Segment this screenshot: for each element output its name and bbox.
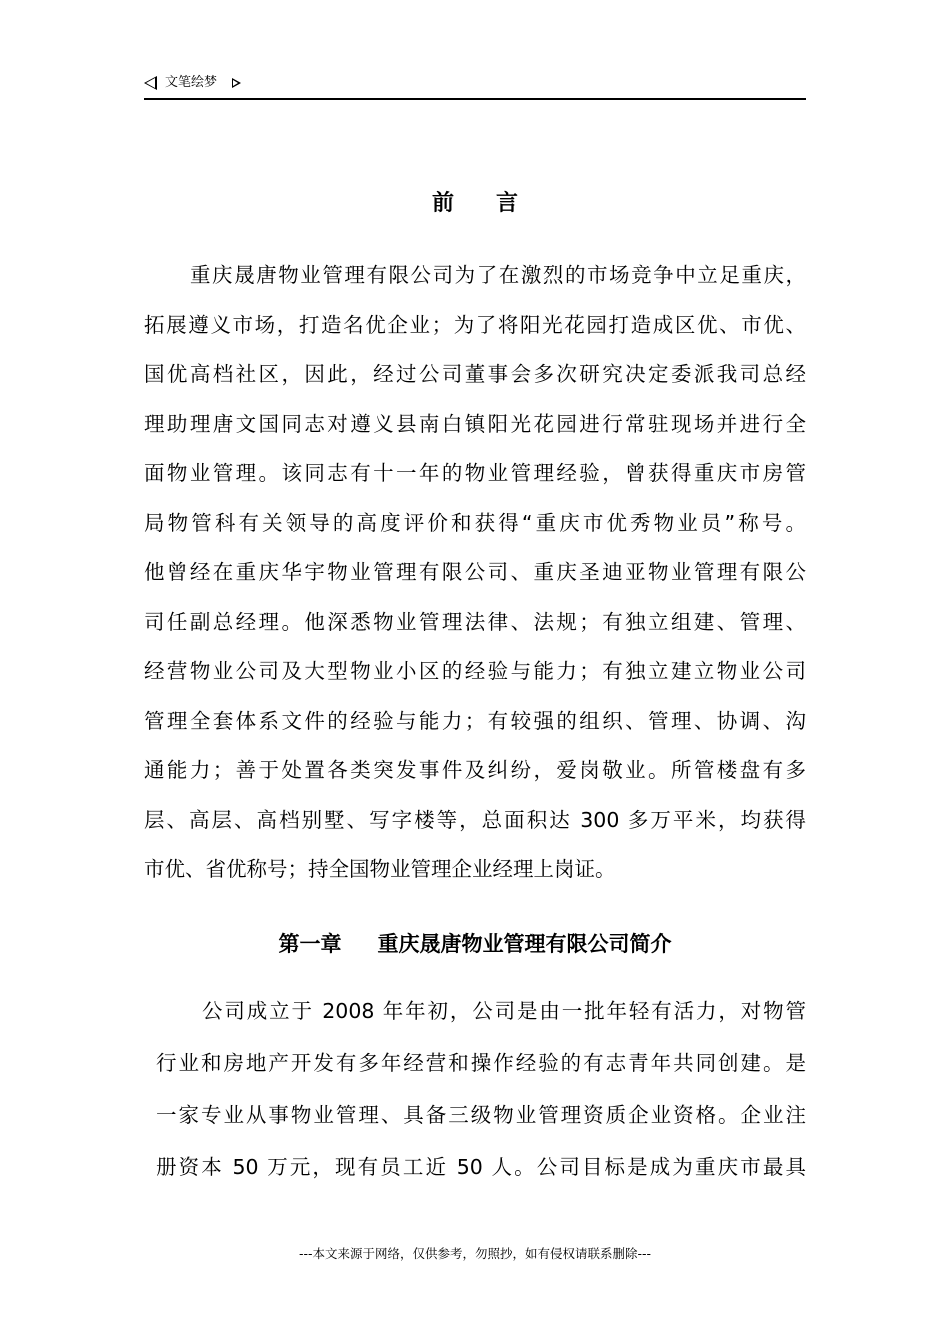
- preface-line: 拓展遵义市场，打造名优企业；为了将阳光花园打造成区优、市优、: [144, 312, 806, 337]
- preface-title-char-2: 言: [496, 191, 519, 216]
- preface-title-char-1: 前: [431, 191, 454, 216]
- preface-line: 面物业管理。该同志有十一年的物业管理经验，曾获得重庆市房管: [144, 461, 806, 485]
- preface-line: 国优高档社区，因此，经过公司董事会多次研究决定委派我司总经: [144, 362, 806, 386]
- header-text: 文笔绘梦: [165, 75, 218, 90]
- preface-line: 他曾经在重庆华宇物业管理有限公司、重庆圣迪亚物业管理有限公: [144, 560, 806, 584]
- chapter-heading: [0, 928, 950, 958]
- preface-line: 理助理唐文国同志对遵义县南白镇阳光花园进行常驻现场并进行全: [144, 411, 806, 436]
- page-header: [144, 72, 806, 100]
- chapter-line: 行业和房地产开发有多年经营和操作经验的有志青年共同创建。是: [156, 1051, 806, 1075]
- preface-line: 经营物业公司及大型物业小区的经验与能力；有独立建立物业公司: [144, 659, 806, 683]
- chapter-line: 册资本 50 万元，现有员工近 50 人。公司目标是成为重庆市最具: [156, 1155, 806, 1179]
- preface-line: 局物管科有关领导的高度评价和获得“重庆市优秀物业员”称号。: [144, 510, 806, 535]
- footer-disclaimer: ---本文来源于网络，仅供参考，勿照抄，如有侵权请联系删除---: [298, 1246, 652, 1261]
- preface-line: 管理全套体系文件的经验与能力；有较强的组织、管理、协调、沟: [144, 708, 806, 733]
- preface-line: 通能力；善于处置各类突发事件及纠纷，爱岗敬业。所管楼盘有多: [144, 758, 806, 782]
- preface-line: 重庆晟唐物业管理有限公司为了在激烈的市场竞争中立足重庆，: [190, 263, 806, 287]
- triangle-left-icon: [144, 76, 157, 90]
- preface-title: [0, 186, 950, 217]
- chapter-label: 第一章: [278, 932, 342, 956]
- triangle-right-icon: [232, 78, 241, 88]
- preface-line: 层、高层、高档别墅、写字楼等，总面积达 300 多万平米，均获得: [144, 807, 806, 832]
- chapter-line: 公司成立于 2008 年年初，公司是由一批年轻有活力，对物管: [202, 999, 806, 1023]
- preface-line: 市优、省优称号；持全国物业管理企业经理上岗证。: [144, 857, 616, 881]
- chapter-line: 一家专业从事物业管理、具备三级物业管理资质企业资格。企业注: [156, 1103, 806, 1127]
- chapter-paragraph: [156, 985, 806, 1193]
- preface-paragraph: [144, 251, 806, 895]
- preface-line: 司任副总经理。他深悉物业管理法律、法规；有独立组建、管理、: [144, 609, 806, 634]
- chapter-title: 重庆晟唐物业管理有限公司简介: [377, 932, 672, 956]
